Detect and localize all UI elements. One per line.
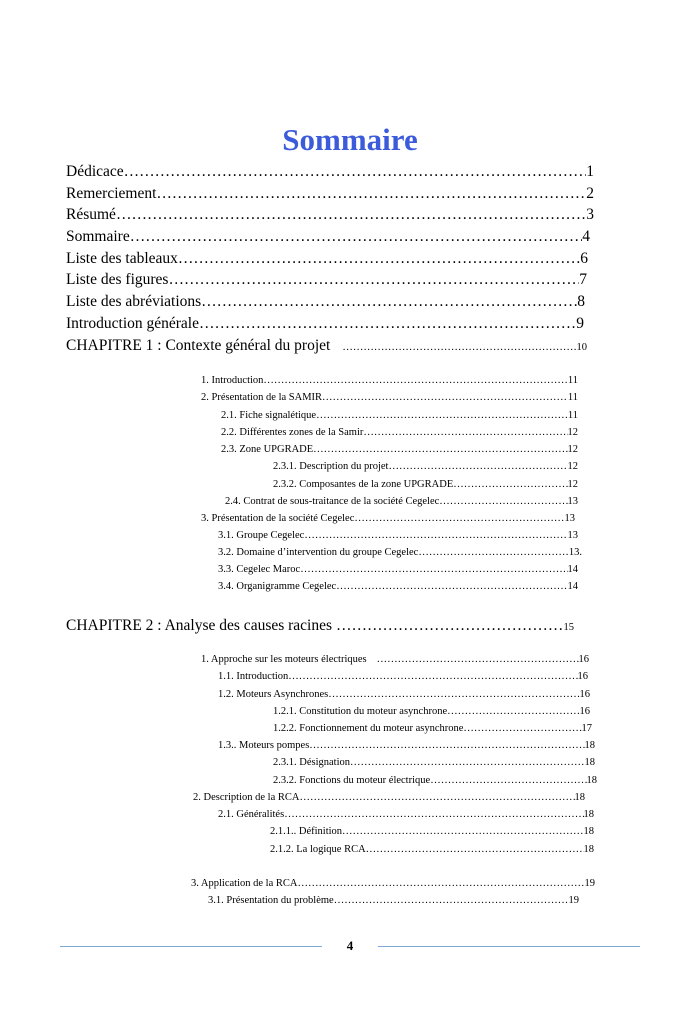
toc-entry-label: 2.3. Zone UPGRADE	[221, 444, 314, 455]
toc-entry-label: Sommaire	[66, 228, 130, 245]
toc-subentry[interactable]	[218, 564, 578, 575]
toc-subentry[interactable]	[218, 547, 582, 558]
toc-subentry[interactable]	[273, 775, 597, 786]
toc-entry-page: 3	[586, 206, 594, 223]
toc-entry-page: 10	[576, 342, 587, 353]
toc-entry-page: 7	[579, 271, 587, 288]
toc-subentry[interactable]	[273, 479, 578, 490]
toc-entry-label: Liste des abréviations	[66, 293, 202, 310]
toc-entry-page: 16	[577, 671, 588, 682]
toc-entry-page: 14	[567, 564, 578, 575]
toc-entry-page: 13.	[568, 547, 582, 558]
toc-entry-label: Liste des tableaux	[66, 250, 178, 267]
toc-subentry[interactable]	[273, 706, 590, 717]
toc-entry-label: Remerciement	[66, 185, 157, 202]
toc-entry-label: 2. Présentation de la SAMIR	[201, 392, 323, 403]
toc-entry-page: 12	[567, 461, 578, 472]
toc-entry-page: 16	[578, 654, 589, 665]
toc-entry-label: CHAPITRE 1 : Contexte général du projet	[66, 337, 331, 354]
toc-entry-page: 18	[583, 826, 594, 837]
toc-entry-label: Introduction générale	[66, 315, 199, 332]
toc-entry-page: 19	[584, 878, 595, 889]
toc-subentry[interactable]	[270, 826, 594, 837]
toc-subentry[interactable]	[225, 496, 578, 507]
toc-entry[interactable]	[66, 228, 590, 246]
toc-entry[interactable]	[66, 250, 588, 268]
toc-entry-page: 16	[579, 689, 590, 700]
toc-entry-page: 16	[579, 706, 590, 717]
toc-entry-page: 9	[576, 315, 584, 332]
toc-subentry[interactable]	[218, 530, 578, 541]
toc-entry-page: 12	[567, 444, 578, 455]
toc-entry-label: 2.3.2. Fonctions du moteur électrique	[273, 775, 431, 786]
toc-entry-label: 2.3.1. Description du projet	[273, 461, 389, 472]
toc-subentry[interactable]	[221, 444, 578, 455]
toc-entry-label: 3.2. Domaine d’intervention du groupe Cegelec	[218, 547, 419, 558]
toc-entry[interactable]	[66, 293, 585, 311]
toc-entry-page: 11	[567, 375, 578, 386]
toc-subentry[interactable]	[208, 895, 579, 906]
toc-entry[interactable]	[66, 271, 587, 289]
toc-subentry[interactable]	[191, 878, 595, 889]
toc-entry-page: 6	[580, 250, 588, 267]
toc-subentry[interactable]	[201, 654, 589, 665]
toc-chapter-heading[interactable]	[66, 617, 574, 635]
toc-entry[interactable]	[66, 206, 594, 224]
toc-entry-label: 1.2.1. Constitution du moteur asynchrone	[273, 706, 448, 717]
toc-entry-label: 1. Introduction	[201, 375, 264, 386]
toc-entry-page: 18	[583, 844, 594, 855]
toc-entry-label: 2.1.1.. Définition	[270, 826, 343, 837]
toc-chapter-heading[interactable]	[66, 337, 587, 355]
toc-entry-label: Résumé	[66, 206, 116, 223]
toc-entry-label: 2.1. Généralités	[218, 809, 285, 820]
page-number: 4	[346, 938, 354, 953]
toc-entry-label: 3. Présentation de la société Cegelec	[201, 513, 355, 524]
toc-entry-label: 3.1. Groupe Cegelec	[218, 530, 305, 541]
toc-entry-page: 12	[567, 427, 578, 438]
toc-entry[interactable]	[66, 185, 594, 203]
toc-entry-page: 2	[586, 185, 594, 202]
toc-entry-label: 2. Description de la RCA	[193, 792, 300, 803]
toc-entry-label: 1.1. Introduction	[218, 671, 289, 682]
toc-entry-page: 18	[584, 740, 595, 751]
toc-entry-label: 1.2.2. Fonctionnement du moteur asynchrone	[273, 723, 464, 734]
toc-entry-page: 14	[567, 581, 578, 592]
toc-entry-label: 2.2. Différentes zones de la Samir	[221, 427, 364, 438]
toc-entry[interactable]	[66, 315, 584, 333]
toc-entry-page: 18	[586, 775, 597, 786]
toc-entry-label: 1.3.. Moteurs pompes	[218, 740, 310, 751]
toc-entry-page: 13	[564, 513, 575, 524]
toc-entry-label: 2.3.1. Désignation	[273, 757, 350, 768]
toc-entry-page: 1	[586, 163, 594, 180]
toc-subentry[interactable]	[201, 375, 578, 386]
toc-entry-page: 18	[574, 792, 585, 803]
toc-subentry[interactable]	[221, 427, 578, 438]
toc-subentry[interactable]	[201, 392, 578, 403]
toc-entry-label: 2.1. Fiche signalétique	[221, 410, 317, 421]
toc-entry-label: CHAPITRE 2 : Analyse des causes racines	[66, 617, 333, 634]
toc-entry-label: 2.1.2. La logique RCA	[270, 844, 366, 855]
toc-subentry[interactable]	[201, 513, 575, 524]
toc-subentry[interactable]	[273, 723, 592, 734]
toc-subentry[interactable]	[221, 410, 578, 421]
toc-subentry[interactable]	[218, 809, 594, 820]
toc-entry-label: 3. Application de la RCA	[191, 878, 298, 889]
toc-entry-page: 13	[567, 496, 578, 507]
toc-subentry[interactable]	[270, 844, 594, 855]
toc-entry-page: 4	[582, 228, 590, 245]
toc-entry-label: 1.2. Moteurs Asynchrones	[218, 689, 329, 700]
toc-entry-page: 13	[567, 530, 578, 541]
toc-entry-label: 1. Approche sur les moteurs électriques	[201, 654, 367, 665]
toc-entry-page: 18	[584, 757, 595, 768]
toc-entry-page: 18	[583, 809, 594, 820]
toc-entry-page: 19	[568, 895, 579, 906]
toc-entry-label: 2.3.2. Composantes de la zone UPGRADE	[273, 479, 454, 490]
page-title: Sommaire	[282, 122, 418, 157]
toc-entry-page: 12	[567, 479, 578, 490]
toc-entry-label: 2.4. Contrat de sous-traitance de la société Cegelec	[225, 496, 440, 507]
toc-subentry[interactable]	[218, 740, 595, 751]
toc-entry-label: 3.4. Organigramme Cegelec	[218, 581, 337, 592]
toc-entry-label: 3.3. Cegelec Maroc	[218, 564, 301, 575]
toc-subentry[interactable]	[193, 792, 585, 803]
toc-entry-page: 11	[567, 410, 578, 421]
toc-subentry[interactable]	[218, 581, 578, 592]
toc-entry-page: 15	[563, 622, 574, 633]
toc-entry-page: 8	[577, 293, 585, 310]
toc-subentry[interactable]	[273, 461, 578, 472]
toc-subentry[interactable]	[273, 757, 595, 768]
toc-entry-page: 17	[581, 723, 592, 734]
toc-subentry[interactable]	[218, 671, 588, 682]
toc-entry[interactable]	[66, 163, 594, 181]
toc-subentry[interactable]	[218, 689, 590, 700]
toc-entry-label: 3.1. Présentation du problème	[208, 895, 334, 906]
toc-entry-label: Dédicace	[66, 163, 124, 180]
toc-entry-label: Liste des figures	[66, 271, 169, 288]
toc-entry-page: 11	[567, 392, 578, 403]
